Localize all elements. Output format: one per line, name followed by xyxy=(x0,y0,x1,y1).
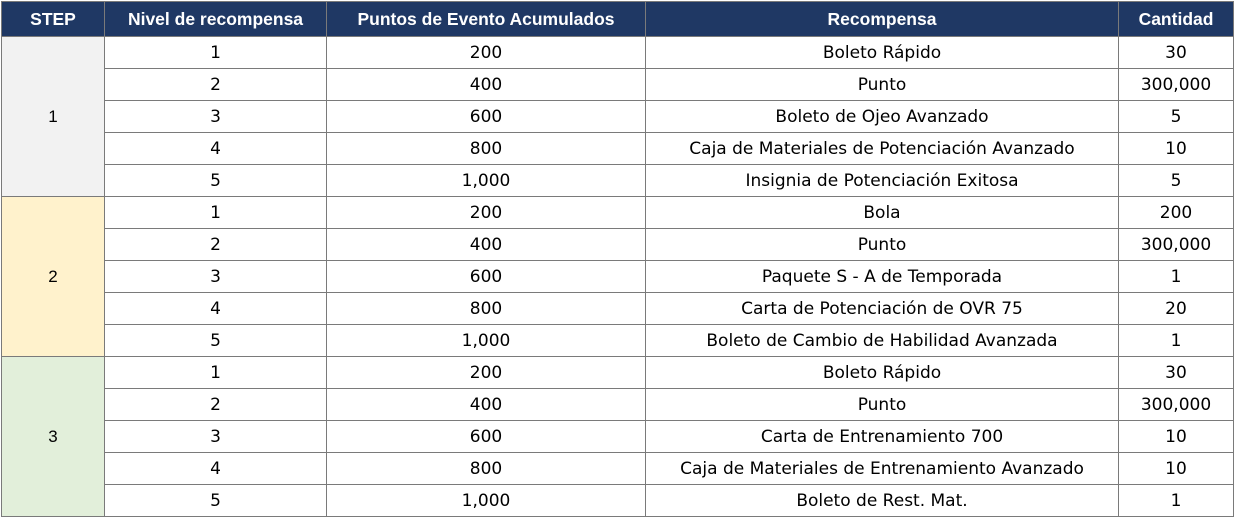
table-row xyxy=(2,229,1234,261)
level-cell: 3 xyxy=(105,421,327,453)
quantity-cell: 1 xyxy=(1119,325,1234,357)
reward-cell: Punto xyxy=(646,389,1119,421)
level-cell: 1 xyxy=(105,37,327,69)
level-cell: 1 xyxy=(105,357,327,389)
level-cell: 4 xyxy=(105,133,327,165)
points-cell: 200 xyxy=(327,357,646,389)
points-cell: 800 xyxy=(327,133,646,165)
quantity-cell: 20 xyxy=(1119,293,1234,325)
table-row xyxy=(2,453,1234,485)
level-cell: 5 xyxy=(105,165,327,197)
quantity-cell: 300,000 xyxy=(1119,229,1234,261)
reward-table-body xyxy=(2,37,1234,517)
points-cell: 1,000 xyxy=(327,485,646,517)
points-cell: 200 xyxy=(327,37,646,69)
points-cell: 400 xyxy=(327,229,646,261)
reward-cell: Caja de Materiales de Potenciación Avanzado xyxy=(646,133,1119,165)
quantity-cell: 10 xyxy=(1119,421,1234,453)
reward-cell: Boleto de Cambio de Habilidad Avanzada xyxy=(646,325,1119,357)
points-cell: 200 xyxy=(327,197,646,229)
points-cell: 400 xyxy=(327,389,646,421)
table-row xyxy=(2,133,1234,165)
reward-cell: Carta de Potenciación de OVR 75 xyxy=(646,293,1119,325)
table-row xyxy=(2,421,1234,453)
level-cell: 2 xyxy=(105,389,327,421)
step-2-cell: 2 xyxy=(2,197,105,357)
level-cell: 2 xyxy=(105,229,327,261)
quantity-cell: 5 xyxy=(1119,101,1234,133)
quantity-cell: 30 xyxy=(1119,37,1234,69)
reward-cell: Paquete S - A de Temporada xyxy=(646,261,1119,293)
level-cell: 3 xyxy=(105,261,327,293)
table-row xyxy=(2,37,1234,69)
level-cell: 4 xyxy=(105,453,327,485)
level-cell: 4 xyxy=(105,293,327,325)
reward-cell: Caja de Materiales de Entrenamiento Avanzado xyxy=(646,453,1119,485)
points-column-header: Puntos de Evento Acumulados xyxy=(327,2,646,37)
table-row xyxy=(2,485,1234,517)
reward-cell: Boleto Rápido xyxy=(646,357,1119,389)
table-row xyxy=(2,357,1234,389)
quantity-column-header: Cantidad xyxy=(1119,2,1234,37)
reward-cell: Bola xyxy=(646,197,1119,229)
table-row xyxy=(2,325,1234,357)
quantity-cell: 300,000 xyxy=(1119,389,1234,421)
level-column-header: Nivel de recompensa xyxy=(105,2,327,37)
table-row xyxy=(2,101,1234,133)
points-cell: 1,000 xyxy=(327,165,646,197)
points-cell: 800 xyxy=(327,453,646,485)
quantity-cell: 300,000 xyxy=(1119,69,1234,101)
reward-cell: Punto xyxy=(646,229,1119,261)
points-cell: 1,000 xyxy=(327,325,646,357)
reward-cell: Insignia de Potenciación Exitosa xyxy=(646,165,1119,197)
level-cell: 2 xyxy=(105,69,327,101)
points-cell: 600 xyxy=(327,421,646,453)
reward-table-header xyxy=(2,2,1234,37)
table-row xyxy=(2,293,1234,325)
reward-table xyxy=(1,1,1234,517)
quantity-cell: 1 xyxy=(1119,485,1234,517)
quantity-cell: 30 xyxy=(1119,357,1234,389)
table-row xyxy=(2,69,1234,101)
table-row xyxy=(2,197,1234,229)
quantity-cell: 10 xyxy=(1119,453,1234,485)
step-3-cell: 3 xyxy=(2,357,105,517)
table-row xyxy=(2,389,1234,421)
level-cell: 5 xyxy=(105,325,327,357)
step-column-header: STEP xyxy=(2,2,105,37)
step-1-cell: 1 xyxy=(2,37,105,197)
points-cell: 600 xyxy=(327,261,646,293)
reward-cell: Punto xyxy=(646,69,1119,101)
quantity-cell: 200 xyxy=(1119,197,1234,229)
reward-cell: Boleto de Rest. Mat. xyxy=(646,485,1119,517)
points-cell: 600 xyxy=(327,101,646,133)
points-cell: 400 xyxy=(327,69,646,101)
quantity-cell: 5 xyxy=(1119,165,1234,197)
reward-cell: Boleto Rápido xyxy=(646,37,1119,69)
level-cell: 5 xyxy=(105,485,327,517)
reward-cell: Boleto de Ojeo Avanzado xyxy=(646,101,1119,133)
reward-column-header: Recompensa xyxy=(646,2,1119,37)
points-cell: 800 xyxy=(327,293,646,325)
reward-cell: Carta de Entrenamiento 700 xyxy=(646,421,1119,453)
table-row xyxy=(2,165,1234,197)
quantity-cell: 10 xyxy=(1119,133,1234,165)
level-cell: 1 xyxy=(105,197,327,229)
quantity-cell: 1 xyxy=(1119,261,1234,293)
table-row xyxy=(2,261,1234,293)
level-cell: 3 xyxy=(105,101,327,133)
header-row xyxy=(2,2,1234,37)
